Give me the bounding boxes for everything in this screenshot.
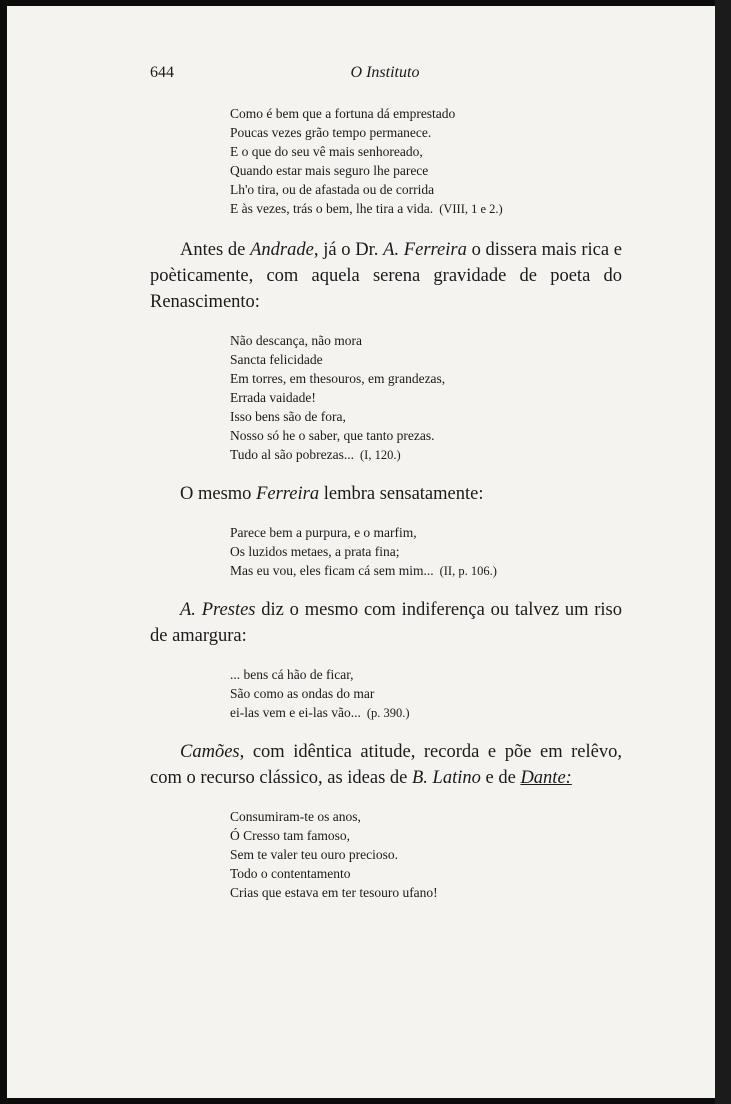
paragraph-1 xyxy=(150,237,622,315)
verse-line-text: Mas eu vou, eles ficam cá sem mim... xyxy=(230,563,434,578)
paragraph-2 xyxy=(150,481,622,507)
verse-line xyxy=(230,199,622,219)
page-number: 644 xyxy=(150,64,174,81)
verse-line-text: ei-las vem e ei-las vão... xyxy=(230,705,361,720)
verse-line: Crias que estava em ter tesouro ufano! xyxy=(230,885,438,900)
verse-line: Não descança, não mora xyxy=(230,333,362,348)
verse-line xyxy=(230,703,622,723)
citation: (VIII, 1 e 2.) xyxy=(439,202,503,216)
verse-line: Quando estar mais seguro lhe parece xyxy=(230,163,429,178)
verse-line-text: E às vezes, trás o bem, lhe tira a vida. xyxy=(230,201,434,216)
verse-line: São como as ondas do mar xyxy=(230,686,375,701)
verse-line: Como é bem que a fortuna dá emprestado xyxy=(230,106,456,121)
verse-line: E o que do seu vê mais senhoreado, xyxy=(230,144,423,159)
page-header xyxy=(150,64,620,88)
scan-edge xyxy=(715,0,731,1104)
author-name: Andrade xyxy=(250,240,314,260)
citation: (II, p. 106.) xyxy=(439,564,497,578)
citation: (p. 390.) xyxy=(366,706,410,720)
verse-line xyxy=(230,561,622,581)
verse-line: Nosso só he o saber, que tanto prezas. xyxy=(230,428,435,443)
author-name: Dante: xyxy=(520,768,572,788)
author-name: Ferreira xyxy=(256,484,320,504)
text: diz o mesmo com indiferença ou talvez um riso de amargura: xyxy=(150,600,622,646)
running-title: O Instituto xyxy=(350,64,420,81)
verse-line-text: Tudo al são pobrezas... xyxy=(230,447,354,462)
verse-line: Errada vaidade! xyxy=(230,390,316,405)
text: e de xyxy=(480,768,521,788)
verse-quote-3 xyxy=(230,523,622,581)
verse-quote-4 xyxy=(230,665,622,723)
paragraph-3 xyxy=(150,597,622,649)
text: , já o Dr. xyxy=(313,240,384,260)
text: lembra sensatamente: xyxy=(319,484,484,504)
verse-line: Lh'o tira, ou de afastada ou de corrida xyxy=(230,182,435,197)
citation: (I, 120.) xyxy=(360,448,401,462)
verse-quote-2 xyxy=(230,331,622,465)
verse-line: Sancta felicidade xyxy=(230,352,323,367)
verse-quote-1 xyxy=(230,104,622,219)
verse-line: Poucas vezes grão tempo permanece. xyxy=(230,125,432,140)
author-name: B. Latino xyxy=(412,768,481,788)
verse-line: Consumiram-te os anos, xyxy=(230,809,361,824)
verse-quote-5 xyxy=(230,807,622,902)
verse-line: Parece bem a purpura, e o marfim, xyxy=(230,525,417,540)
author-name: Camões xyxy=(180,742,240,762)
verse-line xyxy=(230,445,622,465)
text: , com idêntica atitude, recorda e põe em relêvo, com o recurso clássico, as ideas de xyxy=(150,742,622,788)
verse-line: Os luzidos metaes, a prata fina; xyxy=(230,544,400,559)
text: Antes de xyxy=(180,240,251,260)
paragraph-4 xyxy=(150,739,622,791)
verse-line: Sem te valer teu ouro precioso. xyxy=(230,847,398,862)
verse-line: Isso bens são de fora, xyxy=(230,409,346,424)
verse-line: ... bens cá hão de ficar, xyxy=(230,667,354,682)
page-body xyxy=(150,104,622,902)
verse-line: Ó Cresso tam famoso, xyxy=(230,828,350,843)
text: o dissera mais rica e poèticamente, com aquela serena gravidade de poeta do Renascimento: xyxy=(150,240,623,312)
author-name: A. Ferreira xyxy=(383,240,467,260)
verse-line: Todo o contentamento xyxy=(230,866,351,881)
author-name: A. Prestes xyxy=(180,600,256,620)
verse-line: Em torres, em thesouros, em grandezas, xyxy=(230,371,446,386)
text: O mesmo xyxy=(180,484,257,504)
